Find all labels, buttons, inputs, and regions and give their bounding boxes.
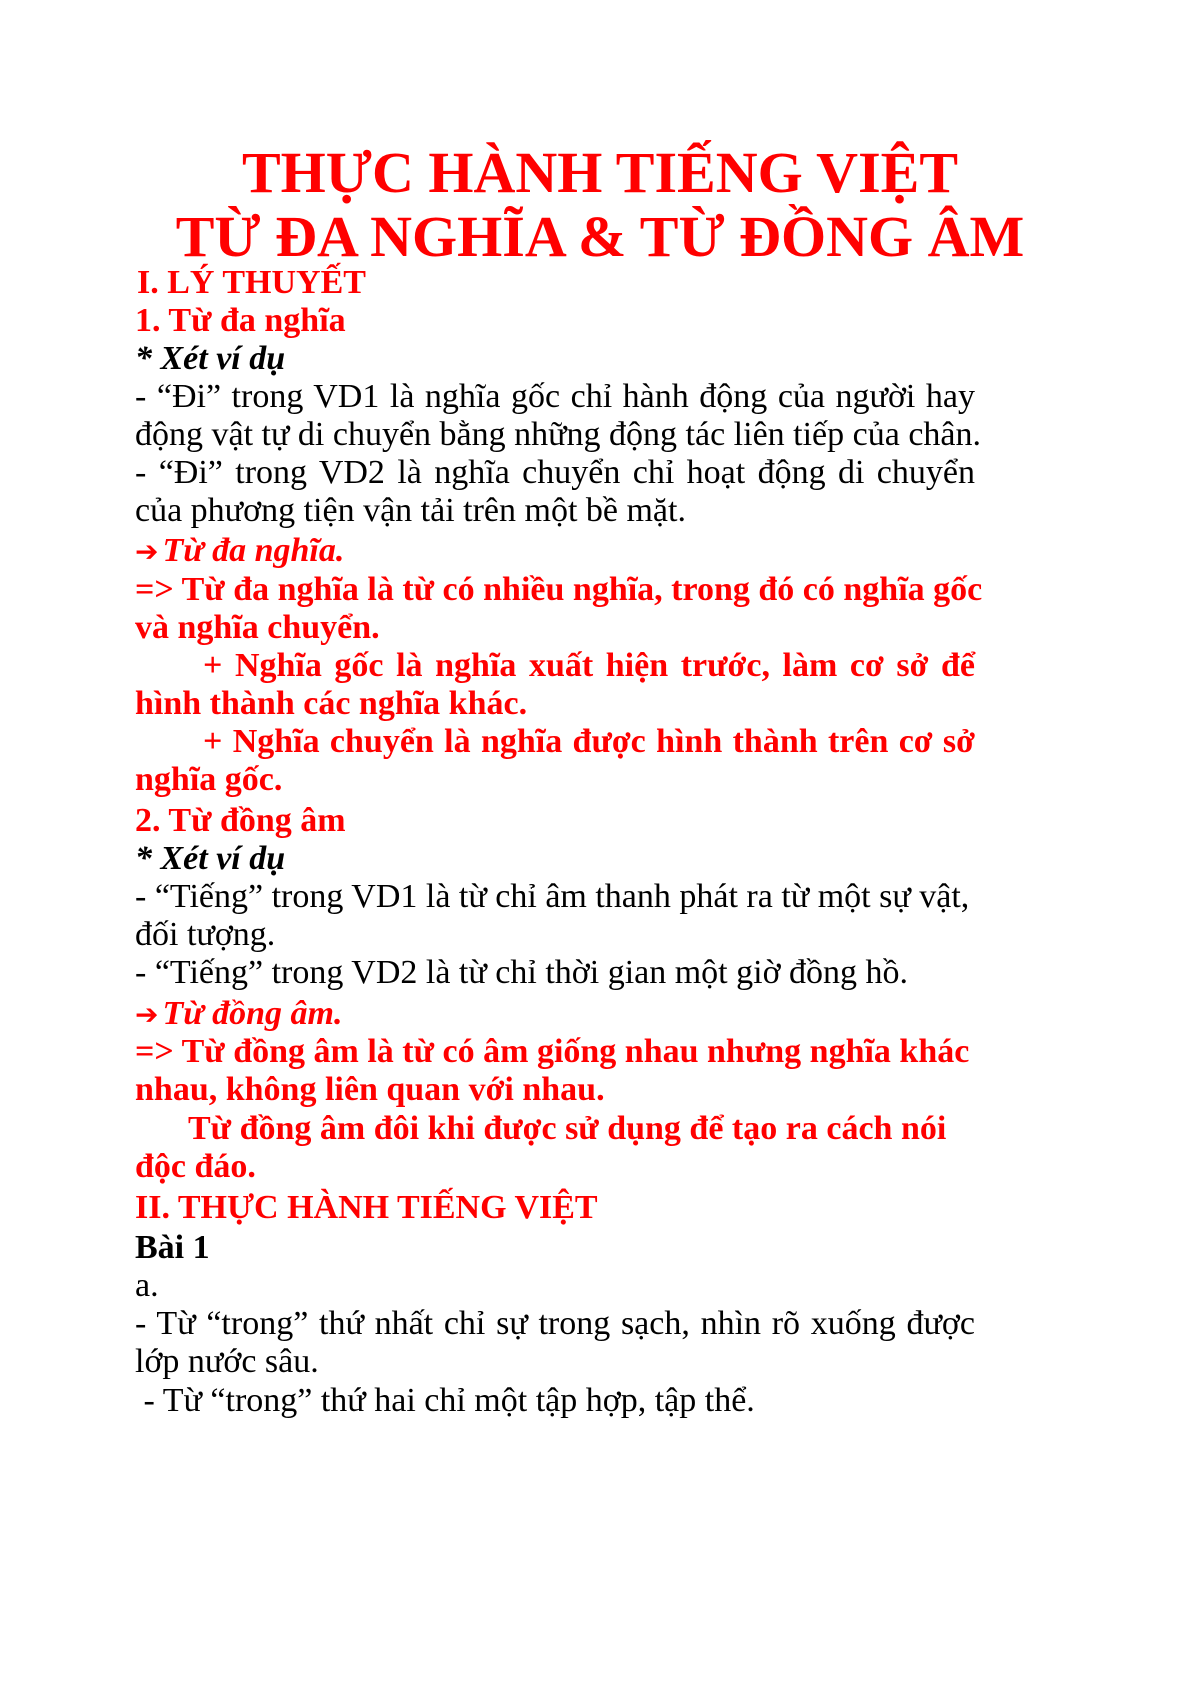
right-arrow-icon: ➔ <box>135 535 159 568</box>
exercise-part-label: a. <box>135 1267 159 1304</box>
subheading-homonym: 2. Từ đồng âm <box>135 802 346 839</box>
definition-line: Từ đồng âm đôi khi được sử dụng để tạo ra cách nói <box>188 1110 947 1147</box>
conclusion-text: Từ đồng âm. <box>162 995 343 1032</box>
conclusion-homonym <box>135 993 342 1036</box>
paragraph-line: động vật tự di chuyển bằng những động tác liên tiếp của chân. <box>135 416 982 453</box>
definition-line: hình thành các nghĩa khác. <box>135 685 528 722</box>
section-heading-theory: I. LÝ THUYẾT <box>137 264 366 301</box>
definition-line: => Từ đa nghĩa là từ có nhiều nghĩa, trong đó có nghĩa gốc <box>135 571 983 608</box>
definition-line: nhau, không liên quan với nhau. <box>135 1071 605 1108</box>
definition-line: nghĩa gốc. <box>135 761 283 798</box>
document-title-line1: THỰC HÀNH TIẾNG VIỆT <box>241 140 959 205</box>
paragraph-line: đối tượng. <box>135 916 276 953</box>
definition-line: + Nghĩa chuyển là nghĩa được hình thành trên cơ sở <box>203 723 975 760</box>
conclusion-polysemy <box>135 530 344 573</box>
document-title-line2: TỪ ĐA NGHĨA & TỪ ĐỒNG ÂM <box>175 204 1025 269</box>
definition-line: và nghĩa chuyển. <box>135 609 380 646</box>
definition-line: độc đáo. <box>135 1148 256 1185</box>
paragraph-line: - “Đi” trong VD1 là nghĩa gốc chỉ hành động của người hay <box>135 378 975 415</box>
right-arrow-icon: ➔ <box>135 998 159 1031</box>
example-label: * Xét ví dụ <box>135 840 286 877</box>
exercise-heading: Bài 1 <box>135 1229 210 1266</box>
paragraph-line: lớp nước sâu. <box>135 1343 319 1380</box>
example-label: * Xét ví dụ <box>135 340 286 377</box>
definition-line: + Nghĩa gốc là nghĩa xuất hiện trước, làm cơ sở để <box>203 647 975 684</box>
paragraph-line: - “Tiếng” trong VD2 là từ chỉ thời gian một giờ đồng hồ. <box>135 954 909 991</box>
section-heading-practice: II. THỰC HÀNH TIẾNG VIỆT <box>135 1189 598 1226</box>
paragraph-line: - “Đi” trong VD2 là nghĩa chuyển chỉ hoạt động di chuyển <box>135 454 975 491</box>
definition-line: => Từ đồng âm là từ có âm giống nhau nhưng nghĩa khác <box>135 1033 970 1070</box>
conclusion-text: Từ đa nghĩa. <box>162 532 345 569</box>
subheading-polysemy: 1. Từ đa nghĩa <box>135 302 346 339</box>
paragraph-line: của phương tiện vận tải trên một bề mặt. <box>135 492 686 529</box>
paragraph-line: - “Tiếng” trong VD1 là từ chỉ âm thanh phát ra từ một sự vật, <box>135 878 970 915</box>
paragraph-line: - Từ “trong” thứ nhất chỉ sự trong sạch, nhìn rõ xuống được <box>135 1305 975 1342</box>
paragraph-line: - Từ “trong” thứ hai chỉ một tập hợp, tập thể. <box>135 1382 755 1419</box>
